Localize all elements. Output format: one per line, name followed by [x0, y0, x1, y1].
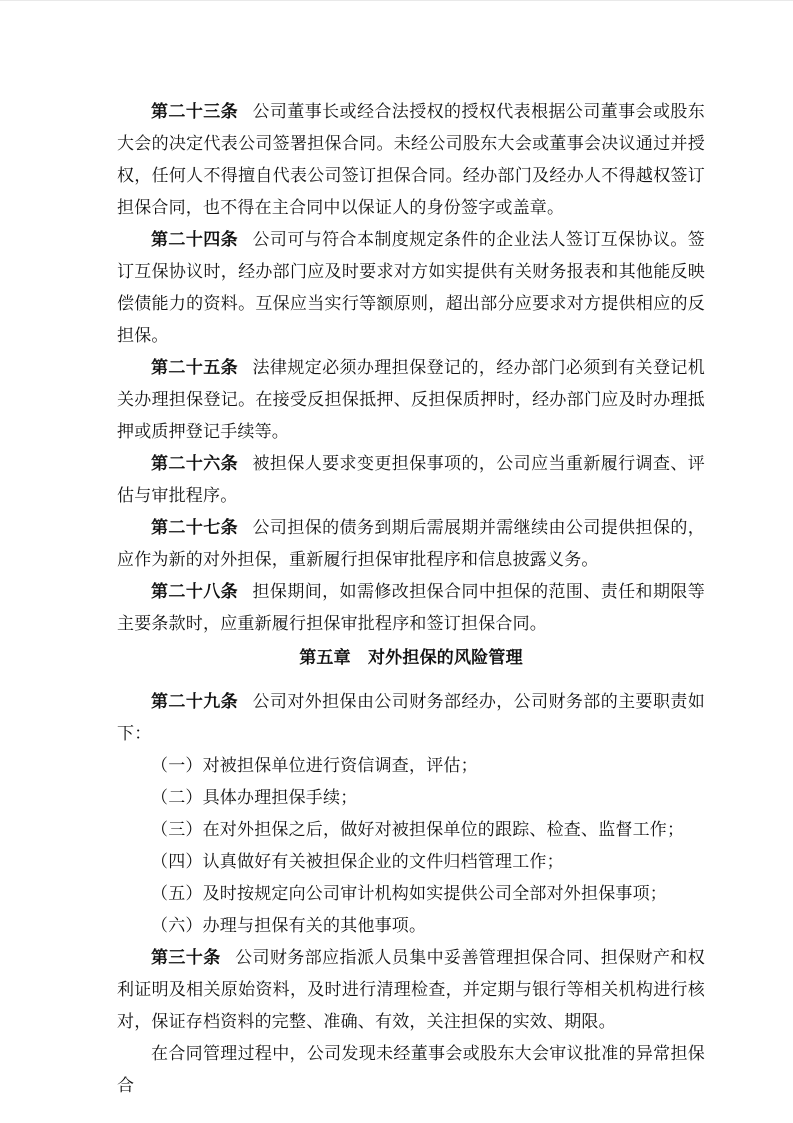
article-term: 第二十七条 [151, 518, 239, 537]
article-paragraph [117, 448, 705, 512]
article-text: 法律规定必须办理担保登记的，经办部门必须到有关登记机关办理担保登记。在接受反担保抵押、反担保质押时，经办部门应及时办理抵押或质押登记手续等。 [117, 358, 705, 441]
article-term: 第二十九条 [151, 692, 239, 711]
duty-list-item: （四）认真做好有关被担保企业的文件归档管理工作； [151, 852, 564, 871]
article-text: 公司对外担保由公司财务部经办，公司财务部的主要职责如下： [117, 692, 705, 743]
duty-list-item: （二）具体办理担保手续； [151, 788, 358, 807]
duty-list-item: （五）及时按规定向公司审计机构如实提供公司全部对外担保事项； [151, 884, 667, 903]
article-term: 第二十三条 [151, 102, 239, 121]
article-term: 第二十四条 [151, 230, 239, 249]
chapter-heading: 第五章 对外担保的风险管理 [299, 648, 523, 667]
continuation-paragraph: 在合同管理过程中，公司发现未经董事会或股东大会审议批准的异常担保合 [117, 1044, 705, 1095]
article-text: 公司可与符合本制度规定条件的企业法人签订互保协议。签订互保协议时，经办部门应及时要求对方如实提供有关财务报表和其他能反映偿债能力的资料。互保应当实行等额原则，超出部分应要求对方提供相应的反担保。 [117, 230, 705, 345]
article-text: 公司担保的债务到期后需展期并需继续由公司提供担保的，应作为新的对外担保，重新履行担保审批程序和信息披露义务。 [117, 518, 705, 569]
article-paragraph [117, 96, 705, 224]
article-paragraph [117, 512, 705, 576]
article-paragraph [117, 686, 705, 750]
article-term: 第二十八条 [151, 582, 239, 601]
article-text: 公司财务部应指派人员集中妥善管理担保合同、担保财产和权利证明及相关原始资料，及时进行清理检查，并定期与银行等相关机构进行核对，保证存档资料的完整、准确、有效，关注担保的实效、期限。 [117, 948, 705, 1031]
article-text: 被担保人要求变更担保事项的，公司应当重新履行调查、评估与审批程序。 [117, 454, 705, 505]
duty-list-item: （一）对被担保单位进行资信调查，评估； [151, 756, 478, 775]
document-body [117, 96, 705, 1102]
article-term: 第三十条 [151, 948, 221, 967]
article-term: 第二十六条 [151, 454, 239, 473]
article-text: 公司董事长或经合法授权的授权代表根据公司董事会或股东大会的决定代表公司签署担保合同。未经公司股东大会或董事会决议通过并授权，任何人不得擅自代表公司签订担保合同。经办部门及经办人不得越权签订担保合同，也不得在主合同中以保证人的身份签字或盖章。 [117, 102, 705, 217]
article-paragraph [117, 352, 705, 448]
article-term: 第二十五条 [151, 358, 239, 377]
duty-list-item: （三）在对外担保之后，做好对被担保单位的跟踪、检查、监督工作； [151, 820, 685, 839]
document-page [0, 1, 793, 1123]
article-paragraph [117, 224, 705, 352]
article-text: 担保期间，如需修改担保合同中担保的范围、责任和期限等主要条款时，应重新履行担保审批程序和签订担保合同。 [117, 582, 705, 633]
duty-list-item: （六）办理与担保有关的其他事项。 [151, 916, 427, 935]
article-paragraph [117, 576, 705, 640]
article-paragraph [117, 942, 705, 1038]
